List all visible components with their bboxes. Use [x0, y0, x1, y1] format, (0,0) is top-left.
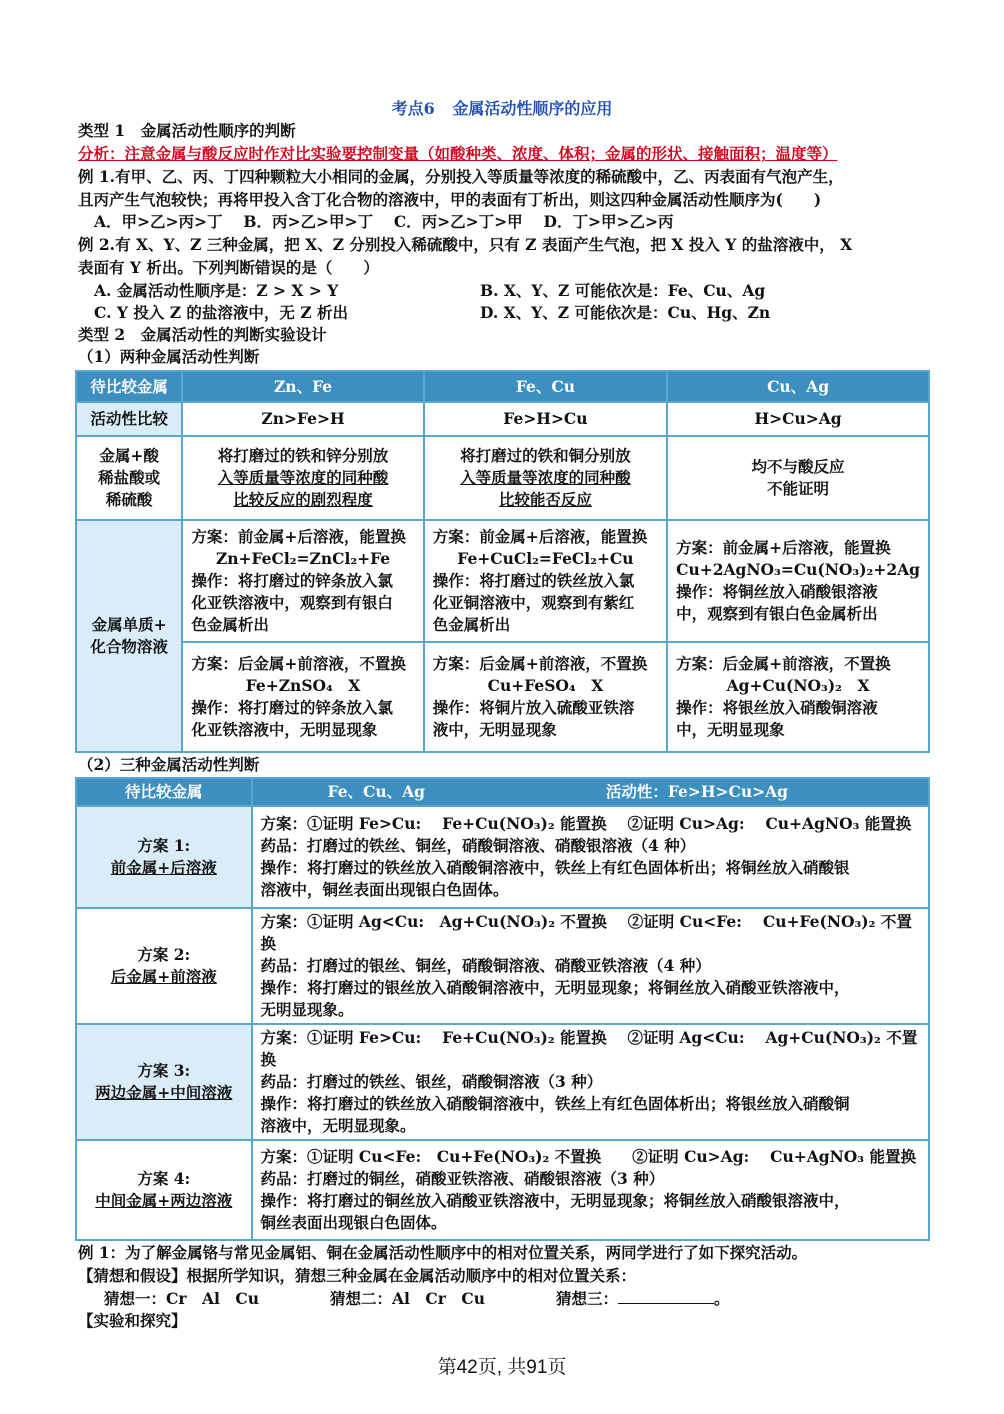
plan-line: 换 [260, 934, 277, 953]
plan-line: 换 [260, 1050, 277, 1069]
plan-method: 两边金属+中间溶液 [95, 1083, 233, 1102]
order-label: 活动性比较 [76, 402, 182, 436]
acid-cell-fe-cu [424, 436, 667, 520]
table1-header-cell: Zn、Fe [182, 371, 423, 402]
plan-line: 药品：打磨过的铁丝、铜丝，硝酸铜溶液、硝酸银溶液（4 种） [260, 836, 696, 855]
table1-salt-row1 [76, 520, 929, 642]
cell-line: 不能证明 [767, 479, 830, 498]
cell-line: 将打磨过的铁和锌分别放 [217, 446, 389, 465]
guess-heading: 【猜想和假设】根据所学知识，猜想三种金属在金属活动顺序中的相对位置关系： [78, 1266, 637, 1285]
table1-order-row [76, 402, 929, 436]
cell-line: 均不与酸反应 [751, 457, 845, 476]
example2-option-a: A. 金属活动性顺序是：Z > X > Y [94, 281, 339, 300]
plan-line: 方案：①证明 Fe>Cu: Fe+Cu(NO₃)₂ 能置换 ②证明 Ag<Cu: Ag+Cu(NO₃)₂ 不置 [260, 1028, 918, 1047]
cell-line: 比较反应的剧烈程度 [233, 490, 373, 509]
plan-line: 药品：打磨过的铁丝、银丝，硝酸铜溶液（3 种） [260, 1072, 603, 1091]
plan-row [76, 1140, 929, 1240]
acid-cell-zn-fe [182, 436, 423, 520]
cell-line: 操作：将打磨过的铁丝放入氯 [432, 571, 635, 590]
three-metal-table [75, 777, 930, 1241]
cell-line: 化亚铜溶液中，观察到有紫红 [432, 593, 635, 612]
plan-method: 后金属+前溶液 [110, 967, 217, 986]
plan-content [252, 1024, 929, 1140]
example2-option-c: C. Y 投入 Z 的盐溶液中，无 Z 析出 [94, 303, 349, 322]
salt-cell-cu-ag-2 [667, 642, 929, 752]
example1-options: A．甲>乙>丙>丁 B．丙>乙>甲>丁 C．丙>乙>丁>甲 D．丁>甲>乙>丙 [94, 212, 674, 231]
cell-line: 中，无明显现象 [676, 720, 785, 739]
cell-line: 方案：前金属+后溶液，能置换 [676, 538, 891, 557]
guess-three-end: 。 [714, 1289, 730, 1308]
equation: Ag+Cu(NO₃)₂ X [726, 676, 870, 695]
table2-header-metals [252, 778, 929, 806]
example3-line: 例 1：为了解金属铬与常见金属铝、铜在金属活动性顺序中的相对位置关系，两同学进行了如下探究活动。 [78, 1243, 808, 1262]
example2-option-d: D. X、Y、Z 可能依次是：Cu、Hg、Zn [480, 303, 771, 322]
plan-method: 前金属+后溶液 [110, 858, 217, 877]
order-cell: H>Cu>Ag [667, 402, 929, 436]
cell-line: 操作：将铜丝放入硝酸银溶液 [676, 582, 878, 601]
cell-line: 入等质量等浓度的同种酸 [217, 468, 389, 487]
equation: Fe+ZnSO₄ X [245, 676, 361, 695]
cell-line: 化合物溶液 [90, 637, 168, 656]
cell-line: 化亚铁溶液中，观察到有银白 [191, 593, 393, 612]
cell-line: 色金属析出 [432, 615, 511, 634]
guess-three [556, 1288, 730, 1310]
plan-line: 操作：将打磨过的铁丝放入硝酸铜溶液中，铁丝上有红色固体析出；将银丝放入硝酸铜 [260, 1094, 850, 1113]
page-title [0, 96, 1004, 119]
answer-blank[interactable] [618, 1289, 714, 1304]
experiment-heading: 【实验和探究】 [78, 1311, 187, 1330]
table1-header-cell: Cu、Ag [667, 371, 929, 402]
table1-acid-row [76, 436, 929, 520]
plan-number: 方案 3: [137, 1061, 191, 1080]
cell-line: 中，观察到有银白色金属析出 [676, 604, 878, 623]
salt-label [76, 520, 182, 752]
cell-line: 操作：将打磨过的锌条放入氯 [191, 571, 393, 590]
plan-name-cell [76, 908, 252, 1024]
cell-line: 比较能否反应 [498, 490, 592, 509]
cell-line: 色金属析出 [191, 615, 269, 634]
plan-content [252, 1140, 929, 1240]
example1-line1: 例 1.有甲、乙、丙、丁四种颗粒大小相同的金属，分别投入等质量等浓度的稀硫酸中，乙、丙表面有气泡产生， [78, 167, 844, 186]
plan-line: 操作：将打磨过的铜丝放入硝酸亚铁溶液中，无明显现象；将铜丝放入硝酸银溶液中， [260, 1191, 850, 1210]
equation: Zn+FeCl₂=ZnCl₂+Fe [215, 549, 391, 568]
cell-line: 操作：将银丝放入硝酸铜溶液 [676, 698, 878, 717]
equation: Fe+CuCl₂=FeCl₂+Cu [457, 549, 634, 568]
plan-number: 方案 2: [137, 945, 191, 964]
table2-metals: Fe、Cu、Ag [327, 782, 426, 801]
plan-content [252, 806, 929, 908]
table1-header-row [76, 371, 929, 402]
equation: Cu+2AgNO₃=Cu(NO₃)₂+2Ag [676, 560, 920, 579]
acid-label: 金属+酸 稀盐酸或 稀硫酸 [76, 436, 182, 520]
plan-name-cell [76, 806, 252, 908]
plan-line: 铜丝表面出现银白色固体。 [260, 1213, 447, 1232]
plan-line: 无明显现象。 [260, 1000, 354, 1019]
salt-cell-zn-fe-1 [182, 520, 423, 642]
cell-line: 方案：后金属+前溶液，不置换 [432, 654, 648, 673]
example1-line2: 且丙产生气泡较快；再将甲投入含丁化合物的溶液中，甲的表面有丁析出，则这四种金属活动性顺序为( ) [78, 190, 822, 209]
cell-line: 液中，无明显现象 [432, 720, 557, 739]
type2-heading: 类型 2 金属活动性的判断实验设计 [78, 325, 327, 344]
table2-activity: 活动性：Fe>H>Cu>Ag [605, 782, 788, 801]
cell-line: 操作：将打磨过的锌条放入氯 [191, 698, 393, 717]
plan-row [76, 908, 929, 1024]
salt-cell-zn-fe-2 [182, 642, 423, 752]
plan-line: 方案：①证明 Fe>Cu: Fe+Cu(NO₃)₂ 能置换 ②证明 Cu>Ag: Cu+AgNO₃ 能置换 [260, 814, 912, 833]
plan-number: 方案 4: [137, 1169, 191, 1188]
two-metal-table [75, 370, 930, 753]
guess-three-label: 猜想三： [556, 1289, 619, 1308]
cell-line: 方案：后金属+前溶液，不置换 [191, 654, 406, 673]
cell-line: 化亚铁溶液中，无明显现象 [191, 720, 378, 739]
salt-cell-cu-ag-1 [667, 520, 929, 642]
plan-name-cell [76, 1024, 252, 1140]
plan-line: 操作：将打磨过的银丝放入硝酸铜溶液中，无明显现象；将铜丝放入硝酸亚铁溶液中， [260, 978, 850, 997]
cell-line: 金属单质+ [91, 615, 167, 634]
plan-line: 方案：①证明 Cu<Fe: Cu+Fe(NO₃)₂ 不置换 ②证明 Cu>Ag: Cu+AgNO₃ 能置换 [260, 1147, 916, 1166]
example2-line2: 表面有 Y 析出。下列判断错误的是（ ） [78, 258, 379, 277]
plan-row [76, 1024, 929, 1140]
cell-line: 将打磨过的铁和铜分别放 [460, 446, 631, 465]
equation: Cu+FeSO₄ X [487, 676, 604, 695]
order-cell: Fe>H>Cu [424, 402, 667, 436]
plan-line: 药品：打磨过的银丝、铜丝，硝酸铜溶液、硝酸亚铁溶液（4 种） [260, 956, 711, 975]
table1-salt-row2 [76, 642, 929, 752]
subsection2-heading: （2）三种金属活动性判断 [78, 755, 260, 774]
cell-line: 方案：前金属+后溶液，能置换 [432, 527, 648, 546]
page-footer: 第42页, 共91页 [437, 1357, 567, 1378]
plan-name-cell [76, 1140, 252, 1240]
table2-header-row [76, 778, 929, 806]
table1-header-cell: 待比较金属 [76, 371, 182, 402]
table1-header-cell: Fe、Cu [424, 371, 667, 402]
type1-heading: 类型 1 金属活动性顺序的判断 [78, 121, 296, 140]
cell-line: 方案：前金属+后溶液，能置换 [191, 527, 406, 546]
example2-option-b: B. X、Y、Z 可能依次是：Fe、Cu、Ag [480, 281, 766, 300]
plan-line: 溶液中，铜丝表面出现银白色固体。 [260, 880, 509, 899]
acid-cell-cu-ag [667, 436, 929, 520]
plan-row [76, 806, 929, 908]
table2-header-cell: 待比较金属 [76, 778, 252, 806]
salt-cell-fe-cu-1 [424, 520, 667, 642]
cell-line: 方案：后金属+前溶液，不置换 [676, 654, 891, 673]
topic-title: 金属活动性顺序的应用 [452, 99, 613, 118]
plan-content [252, 908, 929, 1024]
cell-line: 操作：将铜片放入硫酸亚铁溶 [432, 698, 635, 717]
topic-number: 考点6 [391, 99, 435, 118]
cell-line: 入等质量等浓度的同种酸 [460, 468, 631, 487]
guess-two: 猜想二：Al Cr Cu [330, 1289, 486, 1308]
analysis-note: 分析：注意金属与酸反应时作对比实验要控制变量（如酸种类、浓度、体积；金属的形状、接触面积；温度等） [78, 144, 838, 163]
plan-method: 中间金属+两边溶液 [95, 1191, 233, 1210]
guess-one: 猜想一：Cr Al Cu [104, 1289, 260, 1308]
plan-line: 方案：①证明 Ag<Cu: Ag+Cu(NO₃)₂ 不置换 ②证明 Cu<Fe: Cu+Fe(NO₃)₂ 不置 [260, 912, 912, 931]
salt-cell-fe-cu-2 [424, 642, 667, 752]
example2-line1: 例 2.有 X、Y、Z 三种金属，把 X、Z 分别投入稀硫酸中，只有 Z 表面产生气泡，把 X 投入 Y 的盐溶液中， X [78, 235, 853, 254]
order-cell: Zn>Fe>H [182, 402, 423, 436]
plan-line: 药品：打磨过的铜丝，硝酸亚铁溶液、硝酸银溶液（3 种） [260, 1169, 665, 1188]
subsection1-heading: （1）两种金属活动性判断 [78, 347, 260, 366]
plan-line: 溶液中，无明显现象。 [260, 1116, 416, 1135]
plan-line: 操作：将打磨过的铁丝放入硝酸铜溶液中，铁丝上有红色固体析出；将铜丝放入硝酸银 [260, 858, 850, 877]
plan-number: 方案 1: [137, 836, 191, 855]
